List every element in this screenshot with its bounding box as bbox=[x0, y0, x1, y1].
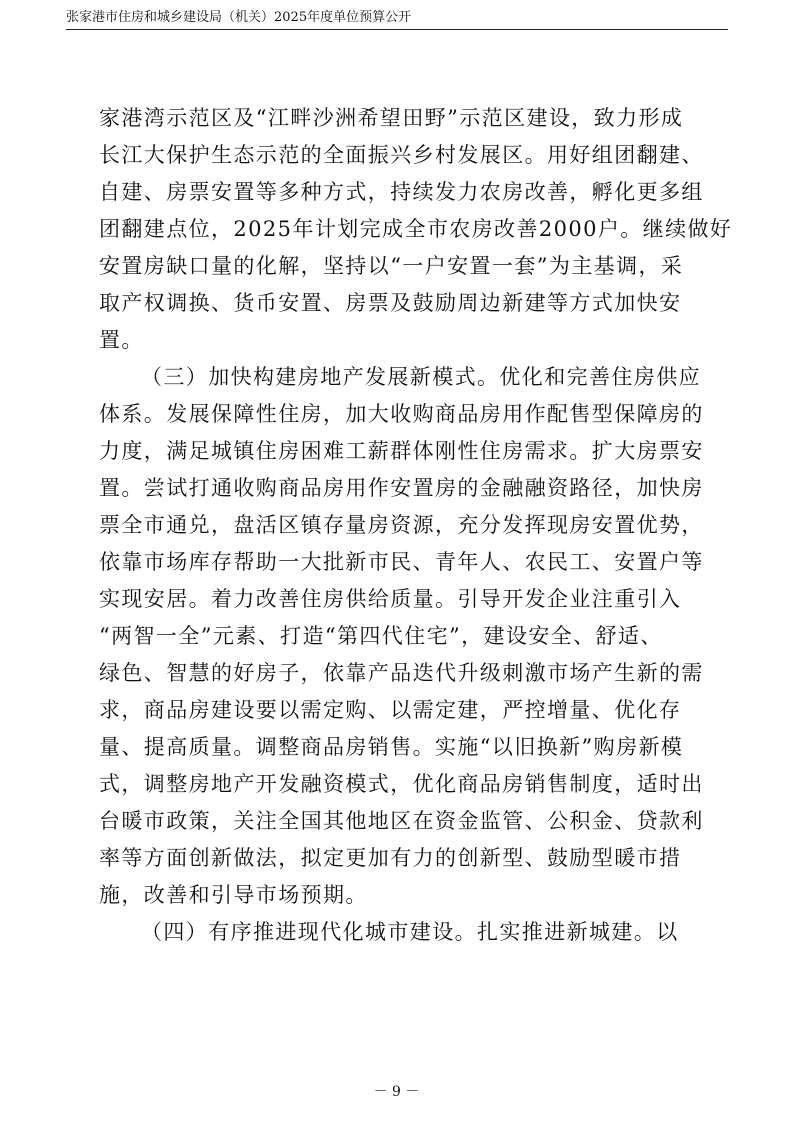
page-number: － 9 － bbox=[373, 1084, 420, 1100]
body-line-15: “两智一全”元素、打造“第四代住宅”，建设安全、舒适、 bbox=[99, 624, 663, 648]
body-line-9: 体系。发展保障性住房，加大收购商品房用作配售型保障房的 bbox=[99, 402, 704, 426]
header-divider bbox=[66, 29, 728, 30]
body-line-2: 长江大保护生态示范的全面振兴乡村发展区。用好组团翻建、 bbox=[99, 143, 704, 167]
body-line-3: 自建、房票安置等多种方式，持续发力农房改善，孵化更多组 bbox=[99, 180, 704, 204]
body-line-16: 绿色、智慧的好房子，依靠产品迭代升级刺激市场产生新的需 bbox=[99, 661, 704, 685]
body-line-11: 置。尝试打通收购商品房用作安置房的金融融资路径，加快房 bbox=[99, 476, 704, 500]
section-heading-4-line: （四）有序推进现代化城市建设。扎实推进新城建。以 bbox=[141, 920, 679, 944]
body-line-21: 率等方面创新做法，拟定更加有力的创新型、鼓励型暖市措 bbox=[99, 846, 682, 870]
body-line-5: 安置房缺口量的化解，坚持以“一户安置一套”为主基调，采 bbox=[99, 254, 684, 278]
body-line-14: 实现安居。着力改善住房供给质量。引导开发企业注重引入 bbox=[99, 587, 682, 611]
body-line-4: 团翻建点位，2025年计划完成全市农房改善2000户。继续做好 bbox=[99, 217, 733, 241]
body-line-19: 式，调整房地产开发融资模式，优化商品房销售制度，适时出 bbox=[99, 772, 704, 796]
body-line-12: 票全市通兑，盘活区镇存量房资源，充分发挥现房安置优势， bbox=[99, 513, 704, 537]
document-body bbox=[99, 100, 733, 951]
body-line-6: 取产权调换、货币安置、房票及鼓励周边新建等方式加快安 bbox=[99, 291, 682, 315]
body-line-18: 量、提高质量。调整商品房销售。实施“以旧换新”购房新模 bbox=[99, 735, 684, 759]
body-line-17: 求，商品房建设要以需定购、以需定建，严控增量、优化存 bbox=[99, 698, 682, 722]
section-heading-3-line: （三）加快构建房地产发展新模式。优化和完善住房供应 bbox=[141, 365, 701, 389]
body-line-7: 置。 bbox=[99, 328, 144, 352]
body-line-20: 台暖市政策，关注全国其他地区在资金监管、公积金、贷款利 bbox=[99, 809, 704, 833]
body-line-1: 家港湾示范区及“江畔沙洲希望田野”示范区建设，致力形成 bbox=[99, 106, 684, 130]
header-title: 张家港市住房和城乡建设局（机关）2025年度单位预算公开 bbox=[66, 10, 412, 25]
body-line-22: 施，改善和引导市场预期。 bbox=[99, 883, 368, 907]
body-line-13: 依靠市场库存帮助一大批新市民、青年人、农民工、安置户等 bbox=[99, 550, 704, 574]
body-line-10: 力度，满足城镇住房困难工薪群体刚性住房需求。扩大房票安 bbox=[99, 439, 704, 463]
page-header bbox=[66, 10, 728, 30]
